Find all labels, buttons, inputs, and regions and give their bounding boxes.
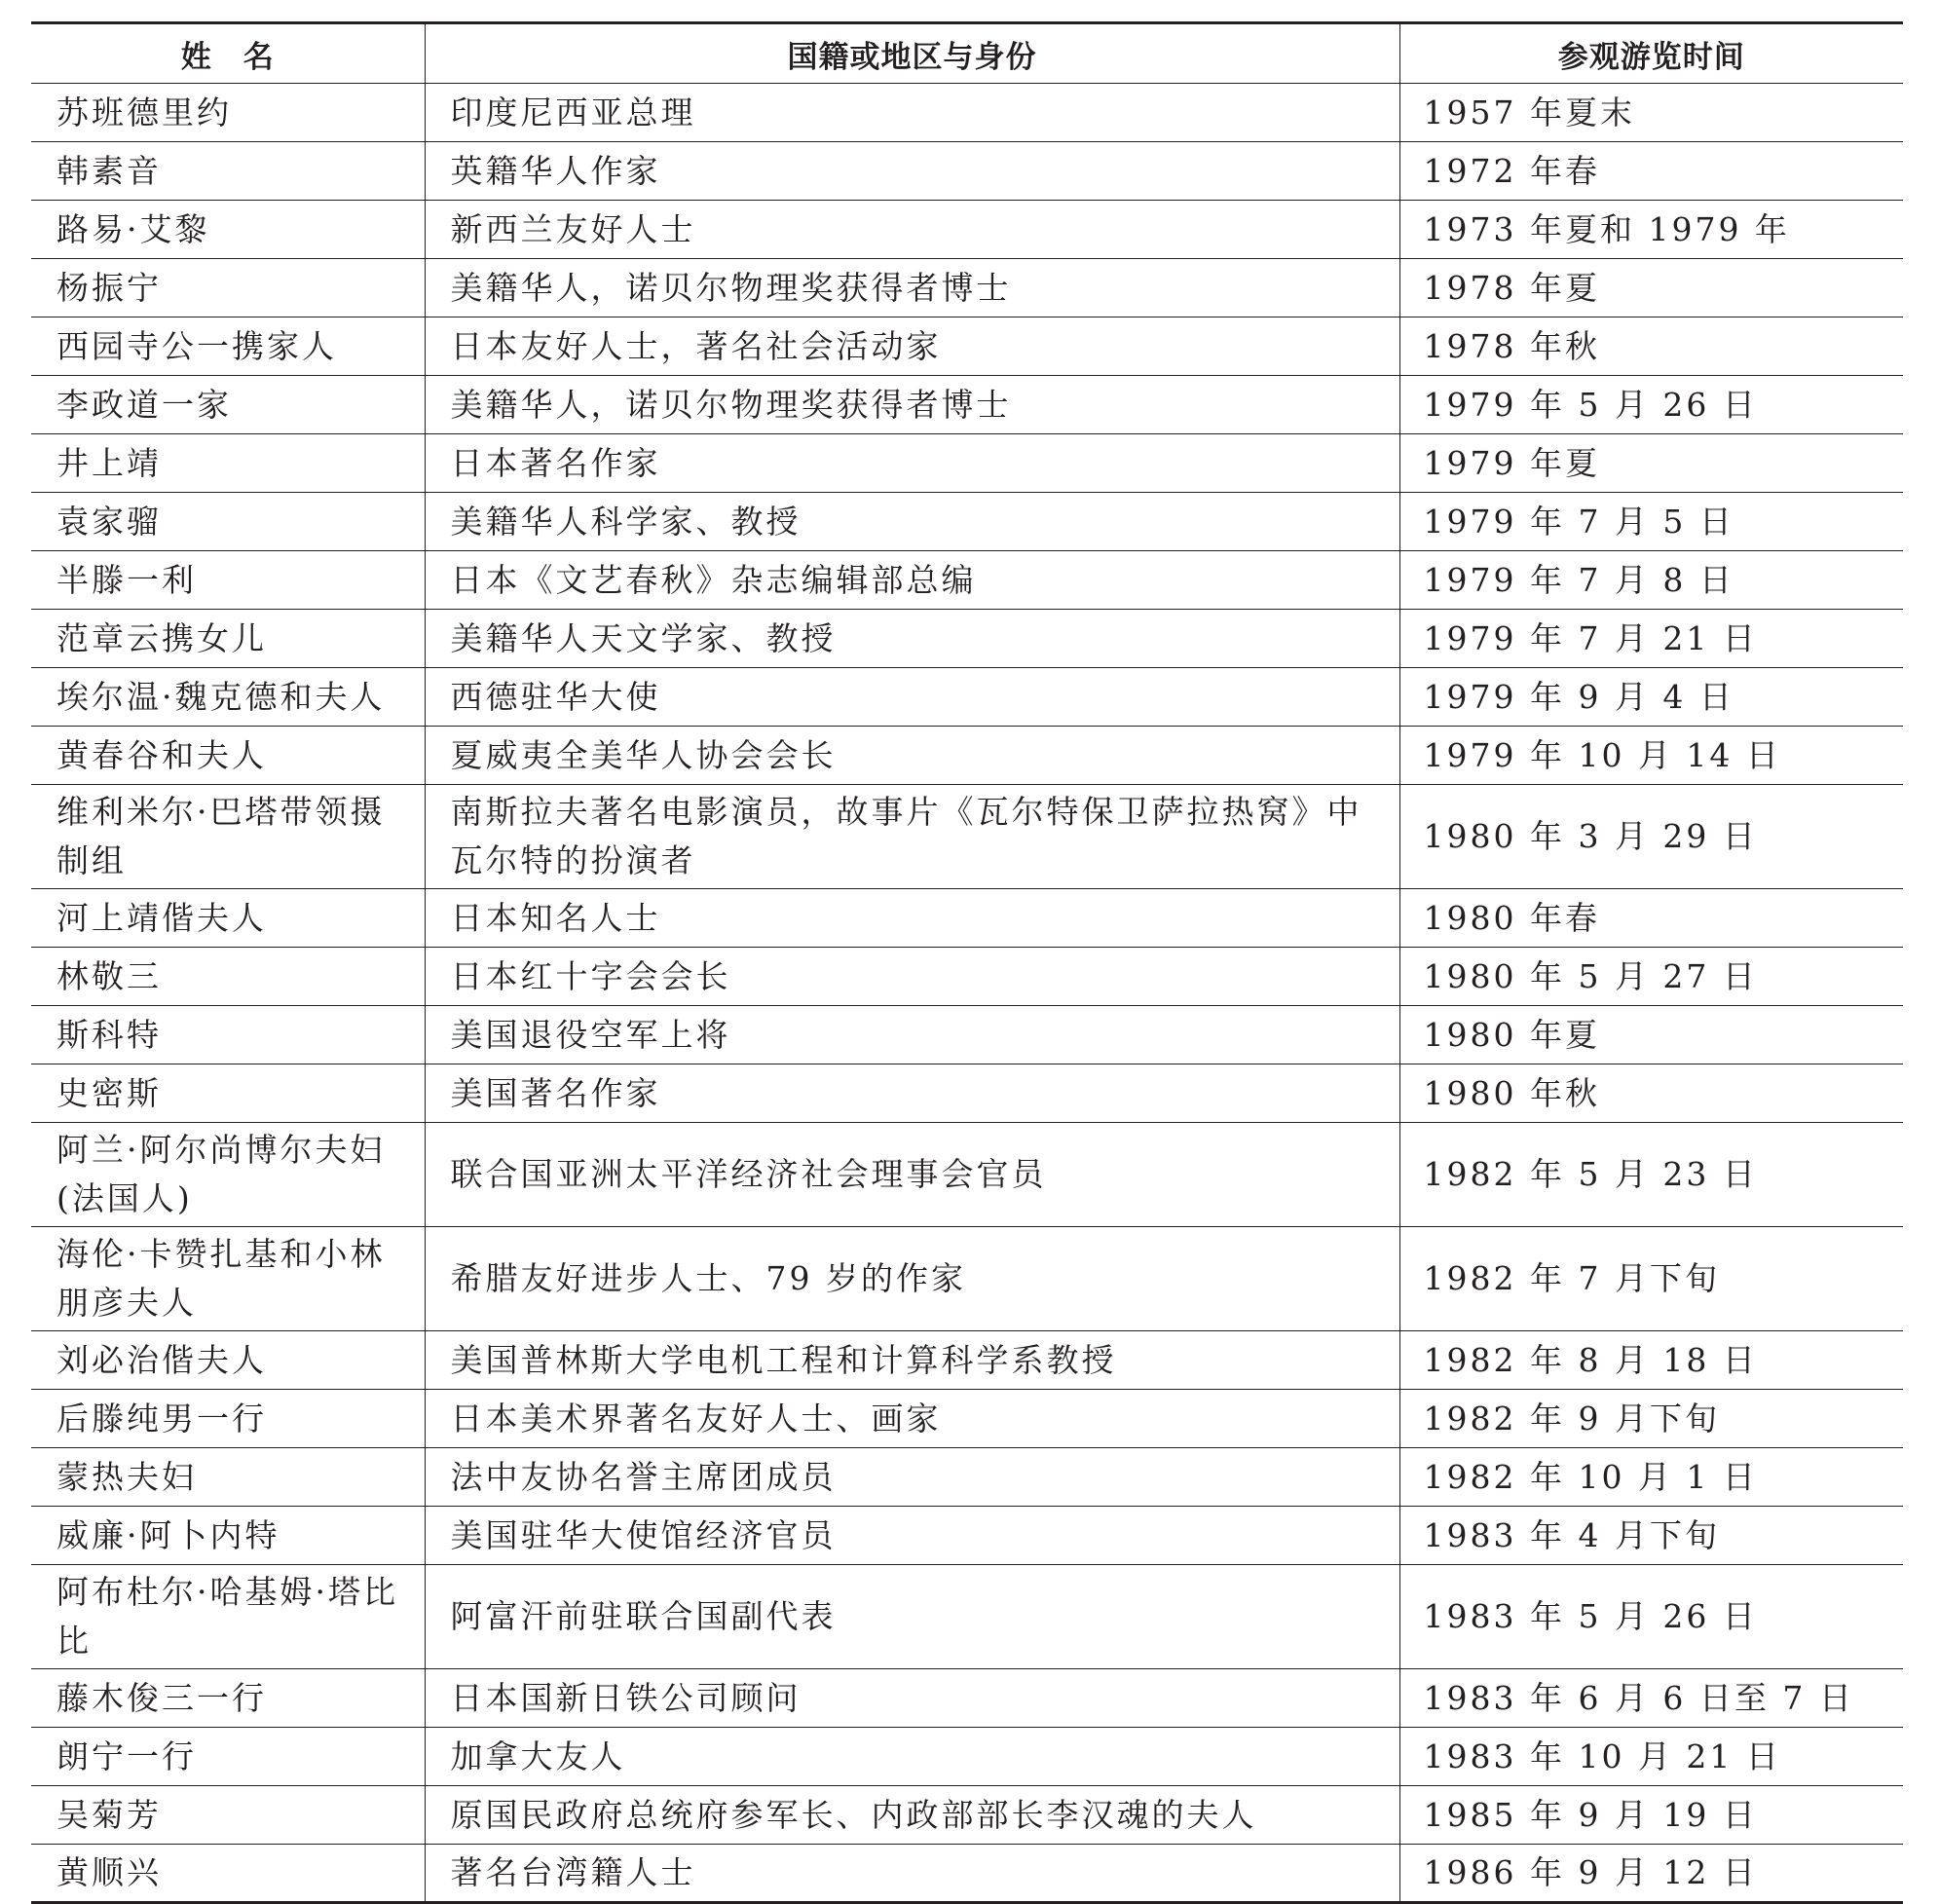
visit-time-cell: 1979 年 7 月 21 日 bbox=[1399, 610, 1903, 668]
identity-cell: 美籍华人天文学家、教授 bbox=[425, 610, 1399, 668]
identity-cell: 原国民政府总统府参军长、内政部部长李汉魂的夫人 bbox=[425, 1786, 1399, 1845]
identity-cell: 日本知名人士 bbox=[425, 889, 1399, 948]
visit-time-cell: 1979 年 9 月 4 日 bbox=[1399, 668, 1903, 727]
table-row bbox=[31, 1728, 1903, 1786]
table-row bbox=[31, 1669, 1903, 1728]
table-body bbox=[31, 84, 1903, 1903]
visit-time-cell: 1957 年夏末 bbox=[1399, 84, 1903, 142]
table-row bbox=[31, 551, 1903, 610]
visitor-name-cell: 后滕纯男一行 bbox=[31, 1390, 425, 1448]
visitor-name-cell: 斯科特 bbox=[31, 1006, 425, 1064]
visit-time-cell: 1982 年 5 月 23 日 bbox=[1399, 1123, 1903, 1227]
identity-cell: 美籍华人，诺贝尔物理奖获得者博士 bbox=[425, 376, 1399, 434]
table-row bbox=[31, 201, 1903, 259]
table-row bbox=[31, 1507, 1903, 1565]
identity-cell: 夏威夷全美华人协会会长 bbox=[425, 727, 1399, 785]
identity-cell: 日本红十字会会长 bbox=[425, 948, 1399, 1006]
identity-cell: 阿富汗前驻联合国副代表 bbox=[425, 1565, 1399, 1669]
identity-cell: 美籍华人，诺贝尔物理奖获得者博士 bbox=[425, 259, 1399, 317]
visitor-name-cell: 藤木俊三一行 bbox=[31, 1669, 425, 1728]
visit-time-cell: 1979 年夏 bbox=[1399, 434, 1903, 493]
visit-time-cell: 1983 年 5 月 26 日 bbox=[1399, 1565, 1903, 1669]
visit-time-cell: 1972 年春 bbox=[1399, 142, 1903, 201]
visitor-name-cell: 林敬三 bbox=[31, 948, 425, 1006]
visitor-name-cell: 史密斯 bbox=[31, 1064, 425, 1123]
identity-cell: 日本《文艺春秋》杂志编辑部总编 bbox=[425, 551, 1399, 610]
table-row bbox=[31, 317, 1903, 376]
visitor-name-cell: 海伦·卡赞扎基和小林朋彦夫人 bbox=[31, 1227, 425, 1331]
visitor-name-cell: 韩素音 bbox=[31, 142, 425, 201]
visitor-name-cell: 西园寺公一携家人 bbox=[31, 317, 425, 376]
visit-time-cell: 1978 年夏 bbox=[1399, 259, 1903, 317]
identity-cell: 日本友好人士，著名社会活动家 bbox=[425, 317, 1399, 376]
visit-time-cell: 1980 年春 bbox=[1399, 889, 1903, 948]
table-row bbox=[31, 785, 1903, 889]
visitor-name-cell: 苏班德里约 bbox=[31, 84, 425, 142]
identity-cell: 日本国新日铁公司顾问 bbox=[425, 1669, 1399, 1728]
visitor-name-cell: 刘必治偕夫人 bbox=[31, 1331, 425, 1390]
identity-cell: 日本著名作家 bbox=[425, 434, 1399, 493]
visit-time-cell: 1982 年 8 月 18 日 bbox=[1399, 1331, 1903, 1390]
identity-cell: 希腊友好进步人士、79 岁的作家 bbox=[425, 1227, 1399, 1331]
identity-cell: 英籍华人作家 bbox=[425, 142, 1399, 201]
identity-cell: 联合国亚洲太平洋经济社会理事会官员 bbox=[425, 1123, 1399, 1227]
visit-time-cell: 1979 年 10 月 14 日 bbox=[1399, 727, 1903, 785]
table-row bbox=[31, 1448, 1903, 1507]
identity-cell: 法中友协名誉主席团成员 bbox=[425, 1448, 1399, 1507]
visitor-name-cell: 阿布杜尔·哈基姆·塔比比 bbox=[31, 1565, 425, 1669]
identity-cell: 美籍华人科学家、教授 bbox=[425, 493, 1399, 551]
table-row bbox=[31, 1064, 1903, 1123]
table-row bbox=[31, 84, 1903, 142]
identity-cell: 日本美术界著名友好人士、画家 bbox=[425, 1390, 1399, 1448]
visitor-name-cell: 杨振宁 bbox=[31, 259, 425, 317]
header-name: 姓 名 bbox=[31, 23, 425, 84]
visitor-name-cell: 威廉·阿卜内特 bbox=[31, 1507, 425, 1565]
visit-time-cell: 1982 年 9 月下旬 bbox=[1399, 1390, 1903, 1448]
visitor-name-cell: 埃尔温·魏克德和夫人 bbox=[31, 668, 425, 727]
identity-cell: 美国普林斯大学电机工程和计算科学系教授 bbox=[425, 1331, 1399, 1390]
table-header-row bbox=[31, 23, 1903, 84]
identity-cell: 印度尼西亚总理 bbox=[425, 84, 1399, 142]
table-row bbox=[31, 434, 1903, 493]
identity-cell: 美国驻华大使馆经济官员 bbox=[425, 1507, 1399, 1565]
visitor-name-cell: 蒙热夫妇 bbox=[31, 1448, 425, 1507]
table-row bbox=[31, 259, 1903, 317]
visit-time-cell: 1985 年 9 月 19 日 bbox=[1399, 1786, 1903, 1845]
visit-time-cell: 1983 年 10 月 21 日 bbox=[1399, 1728, 1903, 1786]
header-identity: 国籍或地区与身份 bbox=[425, 23, 1399, 84]
visitor-name-cell: 袁家骝 bbox=[31, 493, 425, 551]
visitor-name-cell: 范章云携女儿 bbox=[31, 610, 425, 668]
header-visit-time: 参观游览时间 bbox=[1399, 23, 1903, 84]
identity-cell: 著名台湾籍人士 bbox=[425, 1845, 1399, 1903]
visitor-name-cell: 李政道一家 bbox=[31, 376, 425, 434]
visitor-name-cell: 朗宁一行 bbox=[31, 1728, 425, 1786]
visit-time-cell: 1979 年 7 月 5 日 bbox=[1399, 493, 1903, 551]
table-row bbox=[31, 1786, 1903, 1845]
table-row bbox=[31, 142, 1903, 201]
visit-time-cell: 1983 年 6 月 6 日至 7 日 bbox=[1399, 1669, 1903, 1728]
visitor-name-cell: 黄春谷和夫人 bbox=[31, 727, 425, 785]
table-row bbox=[31, 1390, 1903, 1448]
identity-cell: 新西兰友好人士 bbox=[425, 201, 1399, 259]
visitor-name-cell: 井上靖 bbox=[31, 434, 425, 493]
table-row bbox=[31, 1227, 1903, 1331]
visit-time-cell: 1982 年 7 月下旬 bbox=[1399, 1227, 1903, 1331]
visit-time-cell: 1983 年 4 月下旬 bbox=[1399, 1507, 1903, 1565]
visit-time-cell: 1980 年 5 月 27 日 bbox=[1399, 948, 1903, 1006]
identity-cell: 加拿大友人 bbox=[425, 1728, 1399, 1786]
visit-time-cell: 1982 年 10 月 1 日 bbox=[1399, 1448, 1903, 1507]
identity-cell: 南斯拉夫著名电影演员，故事片《瓦尔特保卫萨拉热窝》中瓦尔特的扮演者 bbox=[425, 785, 1399, 889]
visit-time-cell: 1979 年 5 月 26 日 bbox=[1399, 376, 1903, 434]
visit-time-cell: 1979 年 7 月 8 日 bbox=[1399, 551, 1903, 610]
identity-cell: 西德驻华大使 bbox=[425, 668, 1399, 727]
visitor-name-cell: 半滕一利 bbox=[31, 551, 425, 610]
table-row bbox=[31, 1565, 1903, 1669]
identity-cell: 美国退役空军上将 bbox=[425, 1006, 1399, 1064]
visit-time-cell: 1980 年 3 月 29 日 bbox=[1399, 785, 1903, 889]
visitor-name-cell: 吴菊芳 bbox=[31, 1786, 425, 1845]
identity-cell: 美国著名作家 bbox=[425, 1064, 1399, 1123]
visit-time-cell: 1980 年夏 bbox=[1399, 1006, 1903, 1064]
table-row bbox=[31, 727, 1903, 785]
table-row bbox=[31, 493, 1903, 551]
visitor-name-cell: 路易·艾黎 bbox=[31, 201, 425, 259]
visitor-name-cell: 河上靖偕夫人 bbox=[31, 889, 425, 948]
visitor-name-cell: 黄顺兴 bbox=[31, 1845, 425, 1903]
table-row bbox=[31, 1845, 1903, 1903]
table-row bbox=[31, 948, 1903, 1006]
visit-time-cell: 1986 年 9 月 12 日 bbox=[1399, 1845, 1903, 1903]
visitor-name-cell: 维利米尔·巴塔带领摄制组 bbox=[31, 785, 425, 889]
table-row bbox=[31, 1123, 1903, 1227]
table-row bbox=[31, 610, 1903, 668]
visitor-table bbox=[31, 21, 1903, 1904]
visitor-name-cell: 阿兰·阿尔尚博尔夫妇(法国人) bbox=[31, 1123, 425, 1227]
table-row bbox=[31, 668, 1903, 727]
visit-time-cell: 1980 年秋 bbox=[1399, 1064, 1903, 1123]
table-row bbox=[31, 1331, 1903, 1390]
visit-time-cell: 1973 年夏和 1979 年 bbox=[1399, 201, 1903, 259]
table-row bbox=[31, 1006, 1903, 1064]
table-row bbox=[31, 889, 1903, 948]
table-row bbox=[31, 376, 1903, 434]
visit-time-cell: 1978 年秋 bbox=[1399, 317, 1903, 376]
